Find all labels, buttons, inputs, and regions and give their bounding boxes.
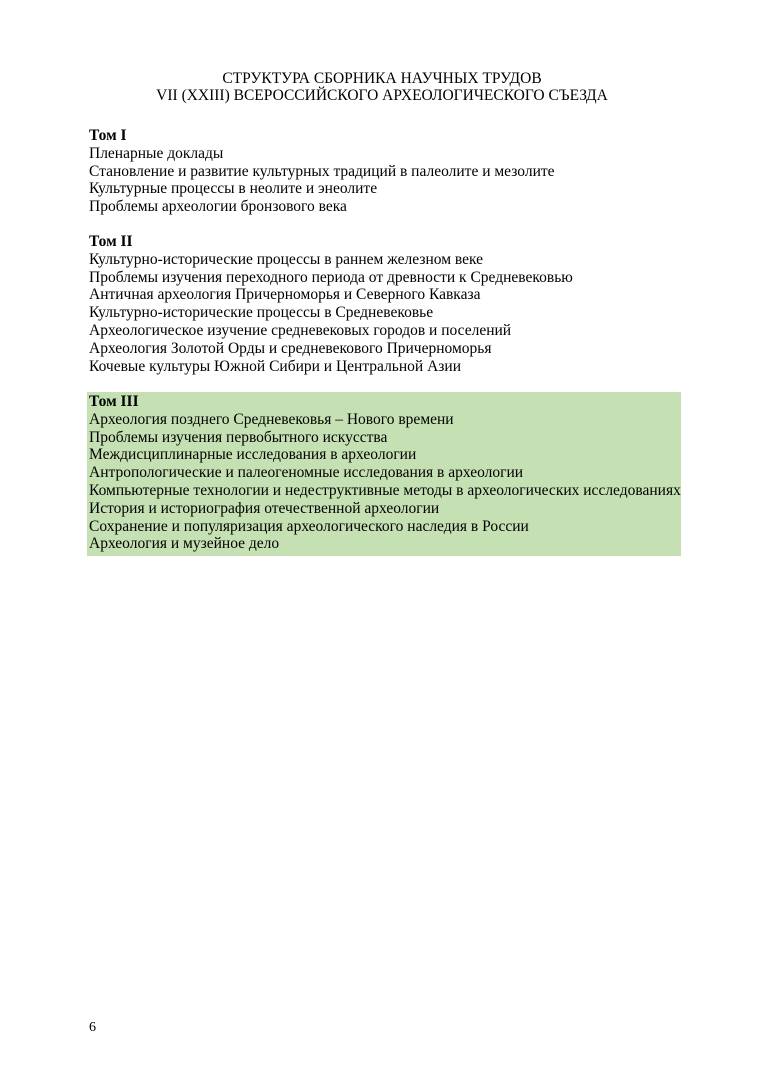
list-item: Археология Золотой Орды и средневекового Причерноморья <box>89 339 492 357</box>
volume-heading: Том I <box>89 127 127 144</box>
list-item: Проблемы археологии бронзового века <box>89 198 347 216</box>
list-item: Археология и музейное дело <box>89 535 280 553</box>
volume-heading: Том III <box>89 393 139 410</box>
list-item: Сохранение и популяризация археологического наследия в России <box>89 517 529 535</box>
volume-heading: Том II <box>89 233 133 250</box>
title-line-1: СТРУКТУРА СБОРНИКА НАУЧНЫХ ТРУДОВ <box>222 70 542 87</box>
list-item: Становление и развитие культурных традиций в палеолите и мезолите <box>89 162 555 180</box>
list-item: Междисциплинарные исследования в археологии <box>89 446 417 464</box>
list-item: Археология позднего Средневековья – Нового времени <box>89 410 454 428</box>
list-item: Археологическое изучение средневековых городов и поселений <box>89 321 512 339</box>
list-item: Проблемы изучения первобытного искусства <box>89 428 388 446</box>
volume-3-section <box>87 392 681 556</box>
volume-1-section <box>89 127 681 216</box>
list-item: Культурно-исторические процессы в раннем железном веке <box>89 250 484 268</box>
list-item: Культурно-исторические процессы в Средневековье <box>89 304 434 322</box>
list-item: Пленарные доклады <box>89 144 224 162</box>
page-title <box>0 70 764 104</box>
list-item: Антропологические и палеогеномные исследования в археологии <box>89 464 524 482</box>
page-number: 6 <box>89 1020 96 1035</box>
list-item: Компьютерные технологии и недеструктивные методы в археологических исследованиях <box>89 481 681 499</box>
list-item: Античная археология Причерноморья и Северного Кавказа <box>89 286 481 304</box>
list-item: История и историография отечественной археологии <box>89 499 440 517</box>
volume-2-section <box>89 233 681 375</box>
title-line-2: VII (XXIII) ВСЕРОССИЙСКОГО АРХЕОЛОГИЧЕСКОГО СЪЕЗДА <box>156 87 608 104</box>
list-item: Кочевые культуры Южной Сибири и Центральной Азии <box>89 357 461 375</box>
list-item: Культурные процессы в неолите и энеолите <box>89 180 378 198</box>
list-item: Проблемы изучения переходного периода от древности к Средневековью <box>89 268 573 286</box>
